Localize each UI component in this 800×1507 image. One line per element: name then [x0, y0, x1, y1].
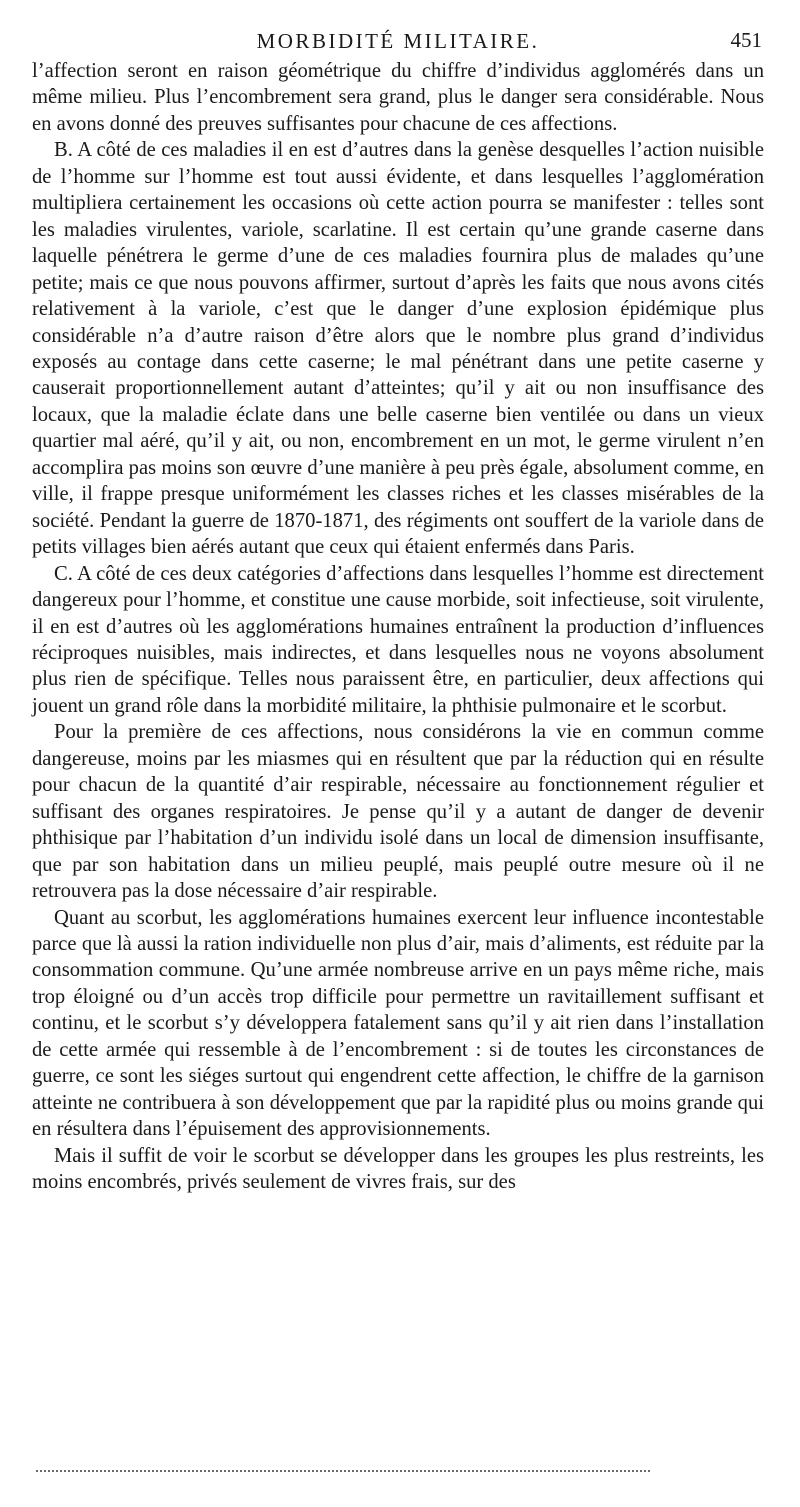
paragraph-continuation: l’affection seront en raison géométrique du chiffre d’individus agglomérés dans un même milieu. Plus l’encombrement sera grand, plus le danger sera considérable. Nous en avons donné des preuves suffisantes pour chacune de ces affections. [32, 60, 764, 135]
book-page [32, 20, 764, 1195]
running-header [32, 20, 764, 54]
body-text [32, 58, 764, 1195]
paragraph-phthisis: Pour la première de ces affections, nous considérons la vie en commun comme dangereuse, moins par les miasmes qui en résultent que par la réduction qui en résulte pour chacun de la quantité d’air respirable, nécessaire au fonctionnement régulier et suffisant des organes respiratoires. Je pense qu’il y a autant de danger de devenir phthisique par l’habitation d’un individu isolé dans un local de dimension insuffisante, que par son habitation dans un milieu peuplé, mais peuplé outre mesure où il ne retrouvera pas la dose nécessaire d’air respirable. [32, 721, 764, 903]
paragraph-scurvy: Quant au scorbut, les agglomérations humaines exercent leur influence incontestable parce que là aussi la ration individuelle non plus d’air, mais d’aliments, est réduite par la consommation commune. Qu’une armée nombreuse arrive en un pays même riche, mais trop éloigné ou d’un accès trop difficile pour permettre un ravitaillement suffisant et continu, et le scorbut s’y développera fatalement sans qu’il y ait rien dans l’installation de cette armée qui ressemble à de l’encombrement : si de toutes les circonstances de guerre, ce sont les siéges surtout qui engendrent cette affection, le chiffre de la garnison atteinte ne contribuera à son développement que par la rapidité plus ou moins grande qui en résultera dans l’épuisement des approvisionnements. [32, 906, 764, 1141]
footer-dotted-rule [36, 1470, 650, 1472]
page-number: 451 [730, 28, 762, 52]
running-title: MORBIDITÉ MILITAIRE. [256, 29, 540, 53]
paragraph-b-virulent-diseases: B. A côté de ces maladies il en est d’autres dans la genèse desquelles l’action nuisible de l’homme sur l’homme est tout aussi évidente, et dans lesquelles l’agglomération multipliera certainement les occasions où cette action pourra se manifester : telles sont les maladies virulentes, variole, scarlatine. Il est certain qu’une grande caserne dans laquelle pénétrera le germe d’une de ces maladies fournira plus de malades qu’une petite; mais ce que nous pouvons affirmer, surtout d’après les faits que nous avons cités relativement à la variole, c’est que le danger d’une explosion épidémique plus considérable n’a d’autre raison d’être alors que le nombre plus grand d’individus exposés au contage dans cette caserne; le mal pénétrant dans une petite caserne y causerait proportionnellement autant d’atteintes; qu’il y ait ou non insuffisance des locaux, que la maladie éclate dans une belle caserne bien ventilée ou dans un vieux quartier mal aéré, qu’il y ait, ou non, encombrement en un mot, le germe virulent n’en accomplira pas moins son œuvre d’une manière à peu près égale, absolument comme, en ville, il frappe presque uniformément les classes riches et les classes misérables de la société. Pendant la guerre de 1870-1871, des régiments ont souffert de la variole dans de petits villages bien aérés autant que ceux qui étaient enfermés dans Paris. [32, 139, 764, 559]
paragraph-scurvy-continued: Mais il suffit de voir le scorbut se développer dans les groupes les plus restreints, les moins encombrés, privés seulement de vivres frais, sur des [32, 1144, 764, 1194]
paragraph-c-indirect-influences: C. A côté de ces deux catégories d’affections dans lesquelles l’homme est directement dangereux pour l’homme, et constitue une cause morbide, soit infectieuse, soit virulente, il en est d’autres où les agglomérations humaines entraînent la production d’influences réciproques nuisibles, mais indirectes, et dans lesquelles nous ne voyons absolument plus rien de spécifique. Telles nous paraissent être, en particulier, deux affections qui jouent un grand rôle dans la morbidité militaire, la phthisie pulmonaire et le scorbut. [32, 562, 764, 717]
